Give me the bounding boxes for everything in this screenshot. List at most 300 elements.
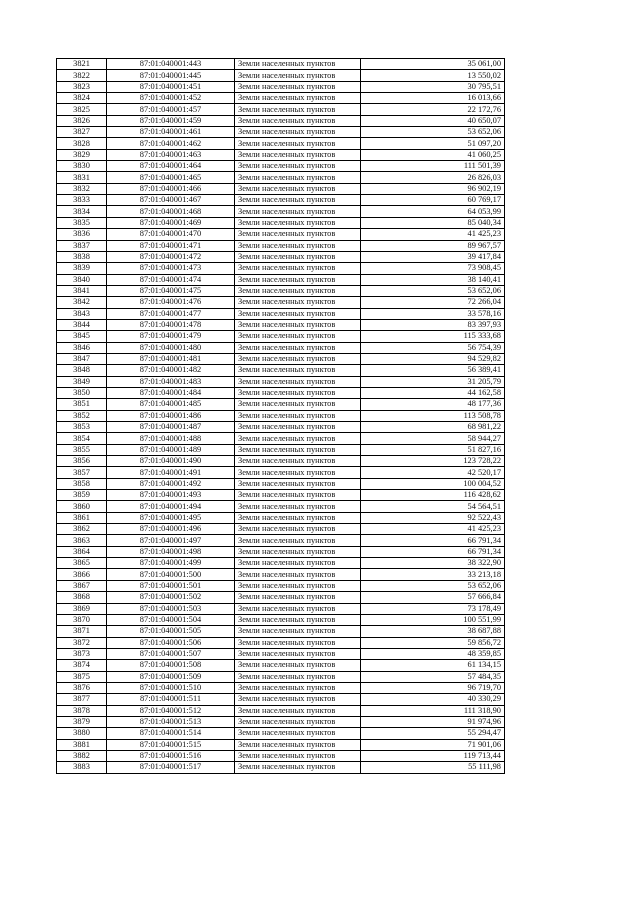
table-row	[57, 285, 505, 296]
row-number-cell: 3879	[57, 716, 107, 727]
land-category-cell: Земли населенных пунктов	[235, 149, 361, 160]
cadastral-number-cell: 87:01:040001:506	[107, 637, 235, 648]
row-number-cell: 3851	[57, 399, 107, 410]
row-number-cell: 3864	[57, 546, 107, 557]
table-row	[57, 705, 505, 716]
cadastral-value-cell: 91 974,96	[361, 716, 505, 727]
cadastral-number-cell: 87:01:040001:510	[107, 682, 235, 693]
table-row	[57, 762, 505, 773]
land-category-cell: Земли населенных пунктов	[235, 637, 361, 648]
cadastral-value-cell: 57 666,84	[361, 592, 505, 603]
cadastral-value-cell: 38 322,90	[361, 558, 505, 569]
land-category-cell: Земли населенных пунктов	[235, 263, 361, 274]
land-category-cell: Земли населенных пунктов	[235, 750, 361, 761]
land-category-cell: Земли населенных пунктов	[235, 762, 361, 773]
row-number-cell: 3872	[57, 637, 107, 648]
cadastral-value-cell: 48 359,85	[361, 648, 505, 659]
cadastral-number-cell: 87:01:040001:501	[107, 580, 235, 591]
row-number-cell: 3862	[57, 524, 107, 535]
land-category-cell: Земли населенных пунктов	[235, 614, 361, 625]
cadastral-value-cell: 30 795,51	[361, 81, 505, 92]
cadastral-number-cell: 87:01:040001:496	[107, 524, 235, 535]
table-row	[57, 342, 505, 353]
row-number-cell: 3840	[57, 274, 107, 285]
land-category-cell: Земли населенных пунктов	[235, 138, 361, 149]
row-number-cell: 3863	[57, 535, 107, 546]
cadastral-number-cell: 87:01:040001:512	[107, 705, 235, 716]
table-row	[57, 456, 505, 467]
table-row	[57, 637, 505, 648]
land-category-cell: Земли населенных пунктов	[235, 603, 361, 614]
table-row	[57, 603, 505, 614]
table-row	[57, 161, 505, 172]
row-number-cell: 3865	[57, 558, 107, 569]
row-number-cell: 3842	[57, 297, 107, 308]
land-category-cell: Земли населенных пунктов	[235, 342, 361, 353]
cadastral-value-cell: 111 501,39	[361, 161, 505, 172]
row-number-cell: 3867	[57, 580, 107, 591]
table-row	[57, 331, 505, 342]
table-row	[57, 365, 505, 376]
cadastral-number-cell: 87:01:040001:514	[107, 728, 235, 739]
cadastral-number-cell: 87:01:040001:487	[107, 422, 235, 433]
cadastral-value-cell: 66 791,34	[361, 535, 505, 546]
table-row	[57, 399, 505, 410]
cadastral-value-cell: 73 178,49	[361, 603, 505, 614]
table-row	[57, 648, 505, 659]
land-category-cell: Земли населенных пунктов	[235, 716, 361, 727]
land-category-cell: Земли населенных пунктов	[235, 127, 361, 138]
row-number-cell: 3849	[57, 376, 107, 387]
table-row	[57, 376, 505, 387]
land-category-cell: Земли населенных пунктов	[235, 376, 361, 387]
land-category-cell: Земли населенных пунктов	[235, 512, 361, 523]
table-row	[57, 671, 505, 682]
row-number-cell: 3883	[57, 762, 107, 773]
row-number-cell: 3847	[57, 353, 107, 364]
row-number-cell: 3839	[57, 263, 107, 274]
land-category-cell: Земли населенных пунктов	[235, 682, 361, 693]
table-row	[57, 614, 505, 625]
land-category-cell: Земли населенных пунктов	[235, 308, 361, 319]
table-row	[57, 81, 505, 92]
cadastral-value-cell: 64 053,99	[361, 206, 505, 217]
row-number-cell: 3824	[57, 93, 107, 104]
land-category-cell: Земли населенных пунктов	[235, 444, 361, 455]
cadastral-number-cell: 87:01:040001:507	[107, 648, 235, 659]
table-row	[57, 217, 505, 228]
cadastral-number-cell: 87:01:040001:469	[107, 217, 235, 228]
cadastral-value-cell: 89 967,57	[361, 240, 505, 251]
cadastral-value-cell: 55 294,47	[361, 728, 505, 739]
table-row	[57, 93, 505, 104]
land-category-cell: Земли населенных пунктов	[235, 456, 361, 467]
land-category-cell: Земли населенных пунктов	[235, 524, 361, 535]
cadastral-value-cell: 33 578,16	[361, 308, 505, 319]
cadastral-number-cell: 87:01:040001:492	[107, 478, 235, 489]
table-row	[57, 682, 505, 693]
row-number-cell: 3858	[57, 478, 107, 489]
row-number-cell: 3833	[57, 195, 107, 206]
row-number-cell: 3869	[57, 603, 107, 614]
table-row	[57, 206, 505, 217]
table-row	[57, 59, 505, 70]
table-row	[57, 422, 505, 433]
table-row	[57, 501, 505, 512]
land-category-cell: Земли населенных пунктов	[235, 671, 361, 682]
table-row	[57, 353, 505, 364]
row-number-cell: 3868	[57, 592, 107, 603]
cadastral-value-cell: 41 425,23	[361, 524, 505, 535]
table-row	[57, 558, 505, 569]
land-category-cell: Земли населенных пунктов	[235, 115, 361, 126]
cadastral-value-cell: 116 428,62	[361, 490, 505, 501]
cadastral-number-cell: 87:01:040001:504	[107, 614, 235, 625]
cadastral-value-cell: 16 013,66	[361, 93, 505, 104]
table-row	[57, 104, 505, 115]
land-category-cell: Земли населенных пунктов	[235, 274, 361, 285]
cadastral-value-cell: 96 902,19	[361, 183, 505, 194]
cadastral-value-cell: 72 266,04	[361, 297, 505, 308]
land-category-cell: Земли населенных пунктов	[235, 229, 361, 240]
land-category-cell: Земли населенных пунктов	[235, 240, 361, 251]
cadastral-value-cell: 83 397,93	[361, 319, 505, 330]
table-row	[57, 387, 505, 398]
table-row	[57, 274, 505, 285]
row-number-cell: 3866	[57, 569, 107, 580]
table-row	[57, 728, 505, 739]
cadastral-number-cell: 87:01:040001:477	[107, 308, 235, 319]
land-category-cell: Земли населенных пунктов	[235, 592, 361, 603]
cadastral-value-cell: 111 318,90	[361, 705, 505, 716]
cadastral-value-cell: 115 333,68	[361, 331, 505, 342]
cadastral-value-cell: 13 550,02	[361, 70, 505, 81]
land-category-cell: Земли населенных пунктов	[235, 694, 361, 705]
cadastral-number-cell: 87:01:040001:461	[107, 127, 235, 138]
row-number-cell: 3874	[57, 660, 107, 671]
cadastral-number-cell: 87:01:040001:452	[107, 93, 235, 104]
cadastral-number-cell: 87:01:040001:486	[107, 410, 235, 421]
cadastral-number-cell: 87:01:040001:445	[107, 70, 235, 81]
row-number-cell: 3878	[57, 705, 107, 716]
row-number-cell: 3877	[57, 694, 107, 705]
cadastral-value-cell: 33 213,18	[361, 569, 505, 580]
cadastral-number-cell: 87:01:040001:463	[107, 149, 235, 160]
row-number-cell: 3829	[57, 149, 107, 160]
row-number-cell: 3873	[57, 648, 107, 659]
table-row	[57, 660, 505, 671]
row-number-cell: 3828	[57, 138, 107, 149]
land-category-cell: Земли населенных пунктов	[235, 648, 361, 659]
row-number-cell: 3837	[57, 240, 107, 251]
row-number-cell: 3843	[57, 308, 107, 319]
cadastral-number-cell: 87:01:040001:497	[107, 535, 235, 546]
cadastral-number-cell: 87:01:040001:470	[107, 229, 235, 240]
table-row	[57, 569, 505, 580]
cadastral-number-cell: 87:01:040001:490	[107, 456, 235, 467]
cadastral-number-cell: 87:01:040001:468	[107, 206, 235, 217]
land-category-cell: Земли населенных пунктов	[235, 490, 361, 501]
cadastral-number-cell: 87:01:040001:502	[107, 592, 235, 603]
table-row	[57, 546, 505, 557]
cadastral-value-cell: 55 111,98	[361, 762, 505, 773]
cadastral-number-cell: 87:01:040001:467	[107, 195, 235, 206]
cadastral-value-cell: 68 981,22	[361, 422, 505, 433]
cadastral-number-cell: 87:01:040001:466	[107, 183, 235, 194]
cadastral-value-cell: 35 061,00	[361, 59, 505, 70]
cadastral-value-cell: 100 551,99	[361, 614, 505, 625]
table-row	[57, 444, 505, 455]
table-row	[57, 172, 505, 183]
cadastral-value-cell: 39 417,84	[361, 251, 505, 262]
row-number-cell: 3831	[57, 172, 107, 183]
table-row	[57, 592, 505, 603]
cadastral-value-cell: 26 826,03	[361, 172, 505, 183]
row-number-cell: 3834	[57, 206, 107, 217]
cadastral-number-cell: 87:01:040001:499	[107, 558, 235, 569]
land-category-cell: Земли населенных пунктов	[235, 161, 361, 172]
cadastral-value-cell: 92 522,43	[361, 512, 505, 523]
cadastral-number-cell: 87:01:040001:471	[107, 240, 235, 251]
land-category-cell: Земли населенных пунктов	[235, 433, 361, 444]
cadastral-number-cell: 87:01:040001:443	[107, 59, 235, 70]
table-row	[57, 183, 505, 194]
table-row	[57, 410, 505, 421]
land-category-cell: Земли населенных пунктов	[235, 206, 361, 217]
cadastral-value-table	[56, 58, 505, 774]
row-number-cell: 3882	[57, 750, 107, 761]
row-number-cell: 3870	[57, 614, 107, 625]
cadastral-value-cell: 51 827,16	[361, 444, 505, 455]
land-category-cell: Земли населенных пунктов	[235, 739, 361, 750]
table-row	[57, 750, 505, 761]
cadastral-number-cell: 87:01:040001:491	[107, 467, 235, 478]
cadastral-number-cell: 87:01:040001:494	[107, 501, 235, 512]
land-category-cell: Земли населенных пунктов	[235, 535, 361, 546]
table-row	[57, 263, 505, 274]
table-row	[57, 490, 505, 501]
table-row	[57, 195, 505, 206]
cadastral-value-cell: 51 097,20	[361, 138, 505, 149]
row-number-cell: 3880	[57, 728, 107, 739]
cadastral-number-cell: 87:01:040001:475	[107, 285, 235, 296]
row-number-cell: 3859	[57, 490, 107, 501]
cadastral-value-cell: 54 564,51	[361, 501, 505, 512]
cadastral-number-cell: 87:01:040001:474	[107, 274, 235, 285]
cadastral-value-cell: 56 389,41	[361, 365, 505, 376]
land-category-cell: Земли населенных пунктов	[235, 172, 361, 183]
land-category-cell: Земли населенных пунктов	[235, 387, 361, 398]
table-row	[57, 535, 505, 546]
row-number-cell: 3827	[57, 127, 107, 138]
cadastral-value-cell: 119 713,44	[361, 750, 505, 761]
cadastral-value-cell: 53 652,06	[361, 127, 505, 138]
cadastral-number-cell: 87:01:040001:457	[107, 104, 235, 115]
table-row	[57, 240, 505, 251]
cadastral-number-cell: 87:01:040001:483	[107, 376, 235, 387]
row-number-cell: 3826	[57, 115, 107, 126]
row-number-cell: 3850	[57, 387, 107, 398]
cadastral-value-cell: 44 162,58	[361, 387, 505, 398]
table-row	[57, 127, 505, 138]
land-category-cell: Земли населенных пунктов	[235, 59, 361, 70]
row-number-cell: 3825	[57, 104, 107, 115]
cadastral-number-cell: 87:01:040001:509	[107, 671, 235, 682]
cadastral-value-cell: 40 650,07	[361, 115, 505, 126]
cadastral-number-cell: 87:01:040001:489	[107, 444, 235, 455]
row-number-cell: 3855	[57, 444, 107, 455]
land-category-cell: Земли населенных пунктов	[235, 93, 361, 104]
cadastral-value-cell: 71 901,06	[361, 739, 505, 750]
table-row	[57, 297, 505, 308]
cadastral-value-cell: 85 040,34	[361, 217, 505, 228]
land-category-cell: Земли населенных пунктов	[235, 580, 361, 591]
land-category-cell: Земли населенных пунктов	[235, 569, 361, 580]
cadastral-value-cell: 66 791,34	[361, 546, 505, 557]
row-number-cell: 3823	[57, 81, 107, 92]
cadastral-value-cell: 48 177,36	[361, 399, 505, 410]
cadastral-number-cell: 87:01:040001:472	[107, 251, 235, 262]
row-number-cell: 3856	[57, 456, 107, 467]
land-category-cell: Земли населенных пунктов	[235, 558, 361, 569]
cadastral-value-cell: 38 687,88	[361, 626, 505, 637]
cadastral-value-cell: 58 944,27	[361, 433, 505, 444]
cadastral-number-cell: 87:01:040001:503	[107, 603, 235, 614]
cadastral-number-cell: 87:01:040001:515	[107, 739, 235, 750]
cadastral-value-cell: 73 908,45	[361, 263, 505, 274]
cadastral-number-cell: 87:01:040001:481	[107, 353, 235, 364]
row-number-cell: 3871	[57, 626, 107, 637]
cadastral-number-cell: 87:01:040001:479	[107, 331, 235, 342]
cadastral-number-cell: 87:01:040001:513	[107, 716, 235, 727]
cadastral-value-cell: 61 134,15	[361, 660, 505, 671]
cadastral-value-cell: 59 856,72	[361, 637, 505, 648]
table-row	[57, 739, 505, 750]
cadastral-value-cell: 53 652,06	[361, 285, 505, 296]
cadastral-value-cell: 22 172,76	[361, 104, 505, 115]
row-number-cell: 3857	[57, 467, 107, 478]
cadastral-value-cell: 60 769,17	[361, 195, 505, 206]
cadastral-value-cell: 56 754,39	[361, 342, 505, 353]
land-category-cell: Земли населенных пунктов	[235, 217, 361, 228]
table-row	[57, 467, 505, 478]
table-row	[57, 319, 505, 330]
land-category-cell: Земли населенных пунктов	[235, 195, 361, 206]
cadastral-value-cell: 123 728,22	[361, 456, 505, 467]
row-number-cell: 3844	[57, 319, 107, 330]
land-category-cell: Земли населенных пунктов	[235, 705, 361, 716]
row-number-cell: 3836	[57, 229, 107, 240]
cadastral-value-cell: 96 719,70	[361, 682, 505, 693]
cadastral-number-cell: 87:01:040001:484	[107, 387, 235, 398]
land-category-cell: Земли населенных пунктов	[235, 285, 361, 296]
cadastral-number-cell: 87:01:040001:480	[107, 342, 235, 353]
land-category-cell: Земли населенных пунктов	[235, 410, 361, 421]
cadastral-number-cell: 87:01:040001:505	[107, 626, 235, 637]
land-category-cell: Земли населенных пунктов	[235, 365, 361, 376]
cadastral-value-cell: 94 529,82	[361, 353, 505, 364]
cadastral-value-cell: 41 060,25	[361, 149, 505, 160]
cadastral-number-cell: 87:01:040001:478	[107, 319, 235, 330]
table-row	[57, 251, 505, 262]
table-row	[57, 626, 505, 637]
land-category-cell: Земли населенных пунктов	[235, 251, 361, 262]
cadastral-value-cell: 31 205,79	[361, 376, 505, 387]
cadastral-number-cell: 87:01:040001:498	[107, 546, 235, 557]
table-row	[57, 138, 505, 149]
row-number-cell: 3835	[57, 217, 107, 228]
cadastral-number-cell: 87:01:040001:459	[107, 115, 235, 126]
row-number-cell: 3861	[57, 512, 107, 523]
table-row	[57, 308, 505, 319]
land-category-cell: Земли населенных пунктов	[235, 331, 361, 342]
table-row	[57, 115, 505, 126]
land-category-cell: Земли населенных пунктов	[235, 104, 361, 115]
row-number-cell: 3876	[57, 682, 107, 693]
row-number-cell: 3822	[57, 70, 107, 81]
table-row	[57, 716, 505, 727]
cadastral-number-cell: 87:01:040001:476	[107, 297, 235, 308]
table-row	[57, 512, 505, 523]
cadastral-number-cell: 87:01:040001:500	[107, 569, 235, 580]
cadastral-number-cell: 87:01:040001:462	[107, 138, 235, 149]
row-number-cell: 3832	[57, 183, 107, 194]
row-number-cell: 3848	[57, 365, 107, 376]
row-number-cell: 3881	[57, 739, 107, 750]
cadastral-number-cell: 87:01:040001:482	[107, 365, 235, 376]
table-row	[57, 478, 505, 489]
row-number-cell: 3853	[57, 422, 107, 433]
land-category-cell: Земли населенных пунктов	[235, 660, 361, 671]
cadastral-number-cell: 87:01:040001:493	[107, 490, 235, 501]
row-number-cell: 3875	[57, 671, 107, 682]
land-category-cell: Земли населенных пунктов	[235, 183, 361, 194]
table-row	[57, 70, 505, 81]
cadastral-value-cell: 53 652,06	[361, 580, 505, 591]
land-category-cell: Земли населенных пунктов	[235, 467, 361, 478]
land-category-cell: Земли населенных пунктов	[235, 399, 361, 410]
land-category-cell: Земли населенных пунктов	[235, 546, 361, 557]
cadastral-number-cell: 87:01:040001:508	[107, 660, 235, 671]
cadastral-number-cell: 87:01:040001:465	[107, 172, 235, 183]
table-body	[57, 59, 505, 774]
land-category-cell: Земли населенных пунктов	[235, 626, 361, 637]
row-number-cell: 3830	[57, 161, 107, 172]
cadastral-number-cell: 87:01:040001:517	[107, 762, 235, 773]
document-page	[56, 58, 505, 774]
cadastral-value-cell: 42 520,17	[361, 467, 505, 478]
land-category-cell: Земли населенных пунктов	[235, 297, 361, 308]
land-category-cell: Земли населенных пунктов	[235, 728, 361, 739]
cadastral-value-cell: 113 508,78	[361, 410, 505, 421]
land-category-cell: Земли населенных пунктов	[235, 353, 361, 364]
cadastral-value-cell: 40 330,29	[361, 694, 505, 705]
table-row	[57, 149, 505, 160]
row-number-cell: 3854	[57, 433, 107, 444]
land-category-cell: Земли населенных пунктов	[235, 478, 361, 489]
cadastral-number-cell: 87:01:040001:485	[107, 399, 235, 410]
land-category-cell: Земли населенных пунктов	[235, 501, 361, 512]
row-number-cell: 3821	[57, 59, 107, 70]
cadastral-number-cell: 87:01:040001:488	[107, 433, 235, 444]
cadastral-value-cell: 57 484,35	[361, 671, 505, 682]
land-category-cell: Земли населенных пунктов	[235, 81, 361, 92]
cadastral-value-cell: 100 004,52	[361, 478, 505, 489]
cadastral-number-cell: 87:01:040001:516	[107, 750, 235, 761]
table-row	[57, 433, 505, 444]
table-row	[57, 524, 505, 535]
cadastral-value-cell: 38 140,41	[361, 274, 505, 285]
